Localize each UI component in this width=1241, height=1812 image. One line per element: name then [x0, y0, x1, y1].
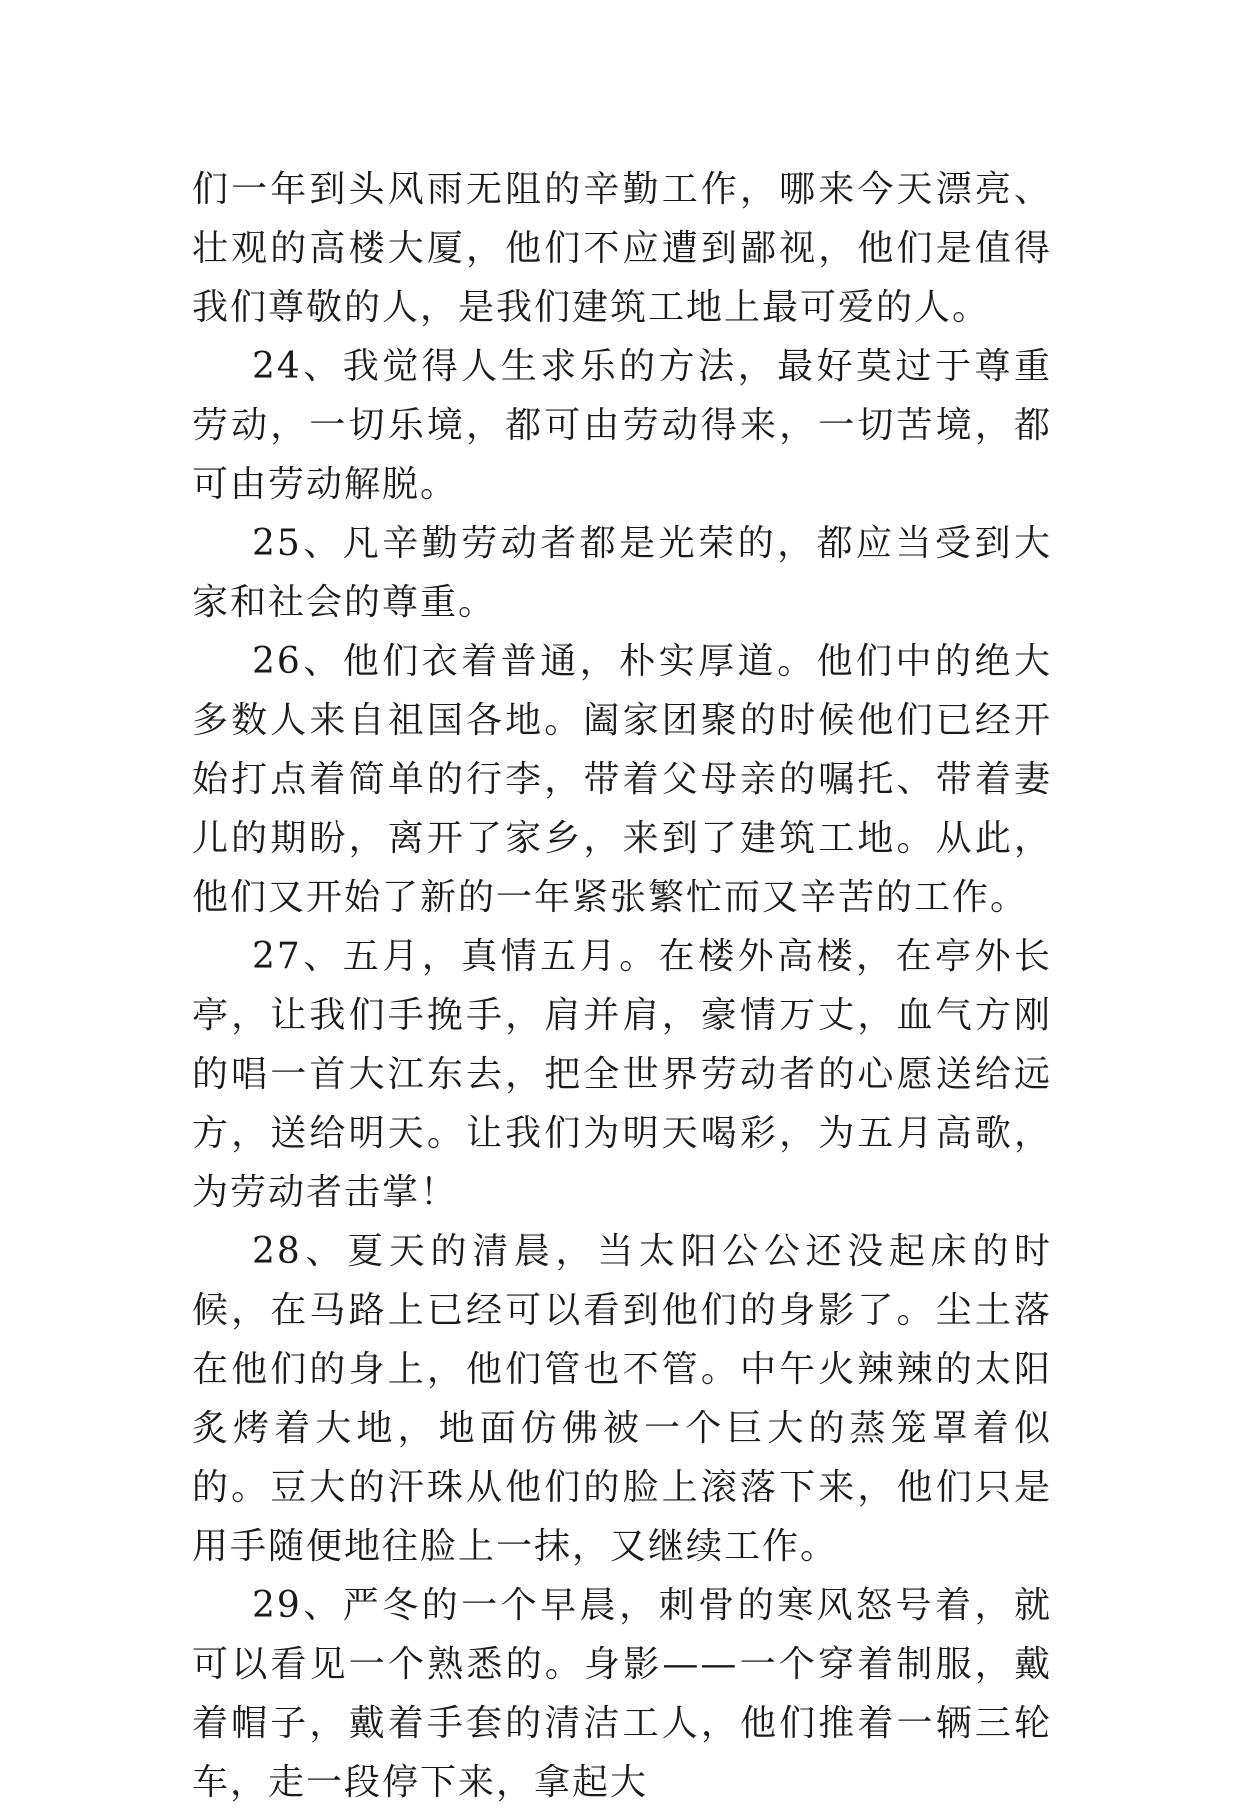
paragraph-28: 28、夏天的清晨，当太阳公公还没起床的时候，在马路上已经可以看到他们的身影了。尘土落在他们的身上，他们管也不管。中午火辣辣的太阳炙烤着大地，地面仿佛被一个巨大的蒸笼罩着似的。豆大的汗珠从他们的脸上滚落下来，他们只是用手随便地往脸上一抹，又继续工作。: [192, 1231, 1052, 1567]
paragraph-continued: 们一年到头风雨无阻的辛勤工作，哪来今天漂亮、壮观的高楼大厦，他们不应遭到鄙视，他们是值得我们尊敬的人，是我们建筑工地上最可爱的人。: [192, 169, 1052, 328]
paragraph-27: 27、五月，真情五月。在楼外高楼，在亭外长亭，让我们手挽手，肩并肩，豪情万丈，血气方刚的唱一首大江东去，把全世界劳动者的心愿送给远方，送给明天。让我们为明天喝彩，为五月高歌，为劳动者击掌！: [192, 936, 1052, 1213]
document-body: [192, 160, 1052, 1812]
paragraph-25: 25、凡辛勤劳动者都是光荣的，都应当受到大家和社会的尊重。: [192, 523, 1052, 623]
paragraph-29: 29、严冬的一个早晨，刺骨的寒风怒号着，就可以看见一个熟悉的。身影——一个穿着制服，戴着帽子，戴着手套的清洁工人，他们推着一辆三轮车，走一段停下来，拿起大: [192, 1585, 1052, 1803]
paragraph-26: 26、他们衣着普通，朴实厚道。他们中的绝大多数人来自祖国各地。阖家团聚的时候他们已经开始打点着简单的行李，带着父母亲的嘱托、带着妻儿的期盼，离开了家乡，来到了建筑工地。从此，他们又开始了新的一年紧张繁忙而又辛苦的工作。: [192, 641, 1052, 918]
paragraph-24: 24、我觉得人生求乐的方法，最好莫过于尊重劳动，一切乐境，都可由劳动得来，一切苦境，都可由劳动解脱。: [192, 346, 1052, 505]
